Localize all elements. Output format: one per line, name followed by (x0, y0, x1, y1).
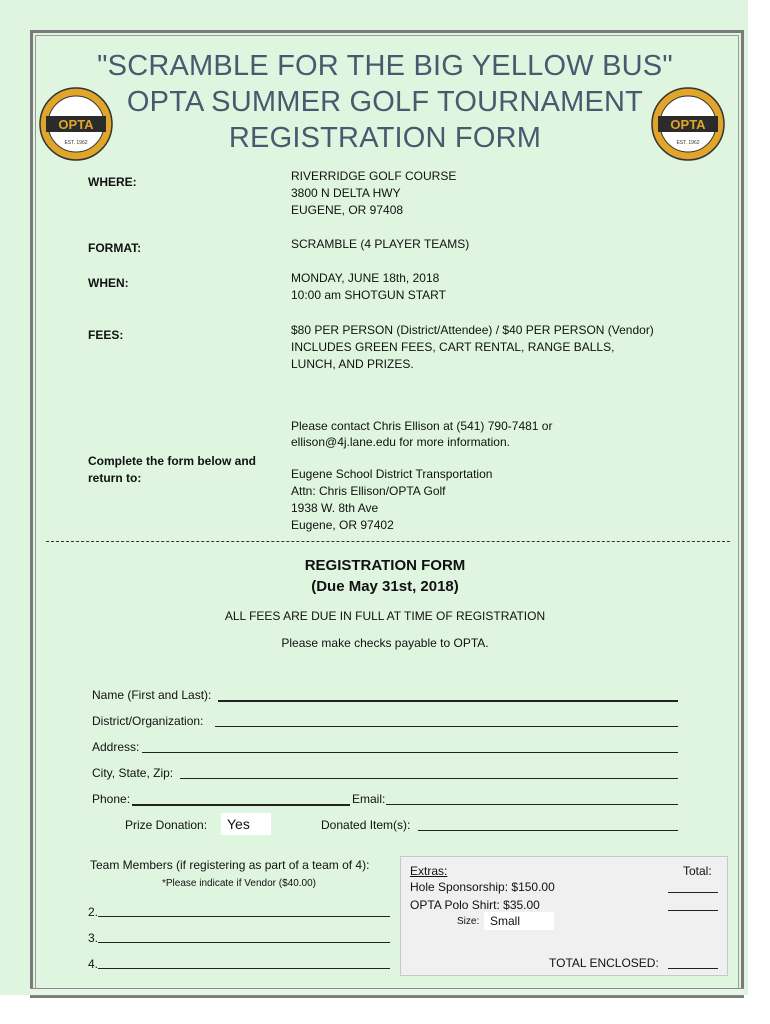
fees-line-2: INCLUDES GREEN FEES, CART RENTAL, RANGE BALLS, (291, 340, 615, 354)
payable-notice: Please make checks payable to OPTA. (281, 636, 489, 650)
return-line-3: 1938 W. 8th Ave (291, 501, 379, 515)
contact-line-2: ellison@4j.lane.edu for more information. (291, 435, 510, 449)
return-line-1: Eugene School District Transportation (291, 467, 493, 481)
size-label: Size: (457, 916, 480, 927)
email-label: Email: (352, 792, 386, 806)
prize-donation-select[interactable]: Yes (221, 813, 271, 835)
opta-logo-left (38, 86, 114, 162)
hole-sponsorship-label: Hole Sponsorship: $150.00 (410, 880, 555, 894)
title-line-1: "SCRAMBLE FOR THE BIG YELLOW BUS" (97, 50, 673, 82)
district-field[interactable] (215, 726, 678, 727)
title-line-2: OPTA SUMMER GOLF TOURNAMENT (126, 86, 644, 118)
where-line-2: 3800 N DELTA HWY (291, 186, 401, 200)
name-label: Name (First and Last): (92, 688, 212, 702)
logo-est: EST. 1962 (64, 140, 88, 146)
member-2-label: 2. (88, 905, 99, 919)
cut-line-divider (46, 541, 730, 542)
district-label: District/Organization: (92, 714, 204, 728)
format-label: FORMAT: (88, 241, 142, 255)
fees-line-1: $80 PER PERSON (District/Attendee) / $40 PER PERSON (Vendor) (291, 323, 654, 337)
when-line-2: 10:00 am SHOTGUN START (291, 288, 446, 302)
address-label: Address: (92, 740, 140, 754)
member-4-field[interactable] (98, 968, 390, 969)
address-field[interactable] (142, 752, 678, 753)
title-line-3: REGISTRATION FORM (228, 122, 542, 154)
fees-line-3: LUNCH, AND PRIZES. (291, 357, 414, 371)
where-line-1: RIVERRIDGE GOLF COURSE (291, 169, 457, 183)
logo-text: OPTA (670, 117, 706, 132)
phone-label: Phone: (92, 792, 131, 806)
prize-donation-label: Prize Donation: (125, 818, 208, 832)
opta-logo-right (650, 86, 726, 162)
fees-due-notice: ALL FEES ARE DUE IN FULL AT TIME OF REGISTRATION (224, 609, 546, 623)
total-enclosed-field[interactable] (668, 968, 718, 969)
logo-est: EST. 1962 (676, 140, 700, 146)
size-select[interactable]: Small (484, 912, 554, 930)
return-line-4: Eugene, OR 97402 (291, 518, 394, 532)
member-3-field[interactable] (98, 942, 390, 943)
extras-heading: Extras: (410, 864, 448, 878)
phone-field[interactable] (132, 804, 350, 806)
hole-sponsorship-total-field[interactable] (668, 892, 718, 893)
format-value: SCRAMBLE (4 PLAYER TEAMS) (291, 237, 470, 251)
registration-due-date: (Due May 31st, 2018) (311, 578, 459, 595)
contact-line-1: Please contact Chris Ellison at (541) 790-7481 or (291, 419, 553, 433)
polo-shirt-total-field[interactable] (668, 910, 718, 911)
city-state-zip-label: City, State, Zip: (92, 766, 174, 780)
donated-items-field[interactable] (418, 830, 678, 831)
vendor-note: *Please indicate if Vendor ($40.00) (162, 878, 316, 889)
member-3-label: 3. (88, 931, 99, 945)
team-members-heading: Team Members (if registering as part of a team of 4): (90, 858, 370, 872)
email-field[interactable] (386, 804, 678, 805)
where-label: WHERE: (88, 175, 137, 189)
when-label: WHEN: (88, 276, 129, 290)
registration-heading: REGISTRATION FORM (304, 557, 466, 574)
total-enclosed-label: TOTAL ENCLOSED: (549, 956, 659, 970)
return-label-line-1: Complete the form below and (88, 454, 257, 468)
member-2-field[interactable] (98, 916, 390, 917)
page-border-bottom (30, 988, 744, 996)
when-line-1: MONDAY, JUNE 18th, 2018 (291, 271, 440, 285)
where-line-3: EUGENE, OR 97408 (291, 203, 404, 217)
polo-shirt-label: OPTA Polo Shirt: $35.00 (410, 898, 540, 912)
member-4-label: 4. (88, 957, 99, 971)
fees-label: FEES: (88, 328, 124, 342)
donated-items-label: Donated Item(s): (321, 818, 411, 832)
return-label-line-2: return to: (88, 471, 142, 485)
name-field[interactable] (218, 700, 678, 702)
extras-total-label: Total: (683, 864, 712, 878)
logo-text: OPTA (58, 117, 94, 132)
city-state-zip-field[interactable] (180, 778, 678, 779)
return-line-2: Attn: Chris Ellison/OPTA Golf (291, 484, 446, 498)
